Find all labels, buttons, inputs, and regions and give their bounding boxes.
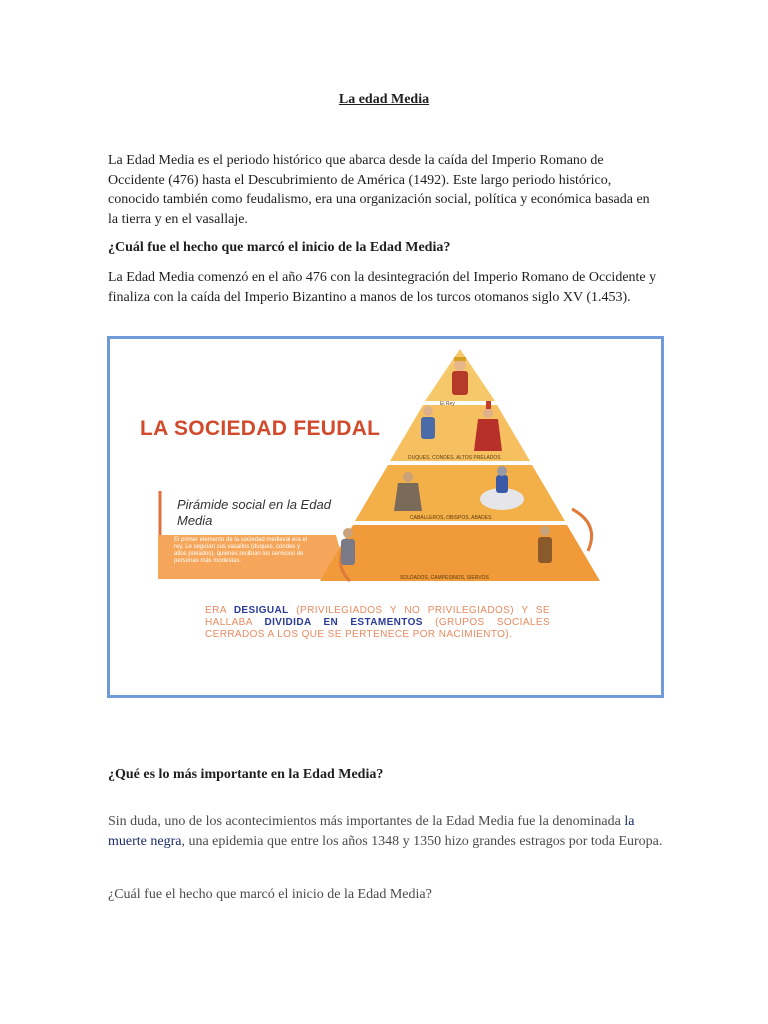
summary-bold-2: DIVIDIDA EN ESTAMENTOS [264, 617, 423, 628]
summary-text-3: (GRUPOS SOCIALES CERRADOS A LOS QUE SE PERTENECE POR NACIMIENTO). [205, 617, 551, 640]
figure-subtitle: Pirámide social en la Edad Media [177, 497, 331, 528]
pyramid-tier-knights [355, 465, 565, 521]
black-death-paragraph [108, 812, 663, 851]
summary-text-2: (PRIVILEGIADOS Y NO PRIVILEGIADOS) Y SE HALLABA [205, 605, 550, 628]
document-title: La edad Media [338, 92, 430, 107]
summary-bold-1: DESIGUAL [233, 605, 289, 616]
duke-figure [421, 406, 435, 439]
black-death-text-after: , una epidemia que entre los años 1348 y 1350 hizo grandes estragos por toda Europa. [181, 833, 663, 849]
level-label-knights: CABALLEROS, OBISPOS, ABADES [410, 515, 492, 521]
pyramid-tier-peasants [320, 525, 600, 581]
peasant-figure [538, 526, 552, 563]
feudal-society-image [107, 336, 664, 698]
pyramid-tier-nobles [390, 405, 530, 461]
question-heading-1: ¿Cuál fue el hecho que marcó el inicio de la Edad Media? [108, 240, 451, 255]
start-paragraph: La Edad Media comenzó en el año 476 con la desintegración del Imperio Romano de Occidente y finaliza con la caída del Imperio Bizantino a manos de los turcos otomanos siglo XV (1.453). [108, 270, 657, 305]
figure-title: LA SOCIEDAD FEUDAL [140, 417, 381, 440]
figure-description: El primer elemento de la sociedad medieval era el rey. Le seguían sus vasallos (duques, condes y altos prelados), quienes recibían los servicios de personas más modestas. [174, 537, 308, 564]
level-label-peasants: SOLDADOS, CAMPESINOS, SIERVOS [400, 575, 489, 581]
question-line-3: ¿Cuál fue el hecho que marcó el inicio de la Edad Media? [108, 887, 432, 902]
figure-summary [205, 605, 550, 641]
question-heading-2: ¿Qué es lo más importante en la Edad Media? [108, 767, 384, 782]
level-label-nobles: DUQUES, CONDES, ALTOS PRELADOS [408, 455, 501, 461]
black-death-link[interactable]: la muerte negra [108, 814, 635, 849]
black-death-text-before: Sin duda, uno de los acontecimientos más importantes de la Edad Media fue la denominada [108, 814, 625, 829]
soldier-figure [341, 528, 355, 565]
summary-text-1: ERA [205, 605, 234, 616]
intro-paragraph: La Edad Media es el periodo histórico que abarca desde la caída del Imperio Romano de Occidente (476) hasta el Descubrimiento de América (1492). Este largo periodo histórico, conocido también como feudalismo, era una organización social, política y económica basada en la tierra y en el vasallaje. [108, 153, 650, 227]
level-label-king: El Rey [440, 401, 455, 407]
